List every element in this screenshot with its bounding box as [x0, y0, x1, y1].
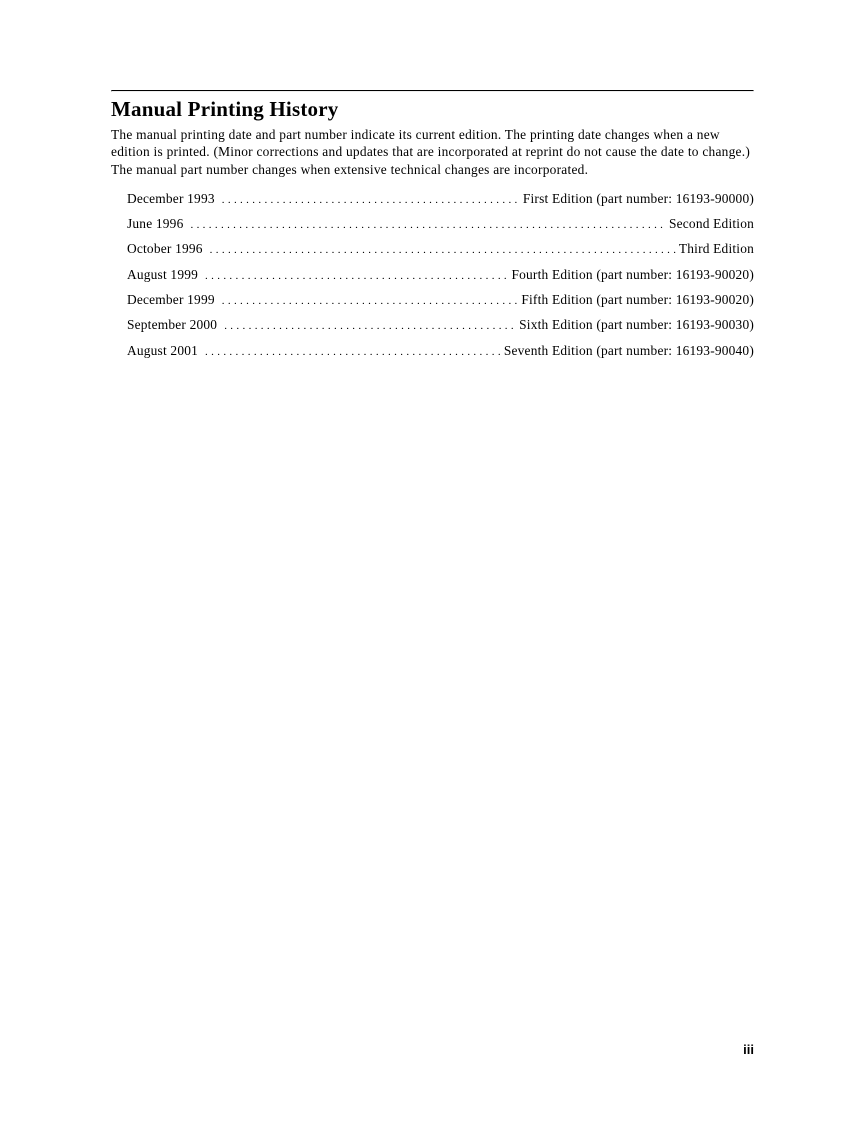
printing-history-list	[127, 186, 754, 363]
dot-leader	[222, 289, 519, 314]
history-date: August 1999	[127, 266, 199, 282]
section-title: Manual Printing History	[111, 97, 339, 121]
section-rule	[111, 90, 754, 92]
history-entry	[127, 262, 754, 287]
page-number: iii	[743, 1042, 754, 1057]
history-edition: Second Edition	[669, 216, 754, 232]
history-entry	[127, 312, 754, 337]
history-entry	[127, 338, 754, 363]
history-entry	[127, 211, 754, 236]
history-edition: Third Edition	[678, 241, 754, 257]
intro-paragraph: The manual printing date and part number indicate its current edition. The printing date changes when a new edition is printed. (Minor corrections and updates that are incorporated at reprint do not cause the date to change.) The manual part number changes when extensive technical changes are incorporated.	[111, 127, 751, 177]
history-date: June 1996	[127, 216, 184, 232]
history-entry	[127, 186, 754, 211]
dot-leader	[205, 340, 501, 365]
dot-leader	[224, 314, 516, 339]
history-entry	[127, 236, 754, 261]
history-edition: Fifth Edition (part number: 16193-90020)	[521, 292, 754, 308]
history-date: September 2000	[127, 317, 218, 333]
dot-leader	[190, 213, 666, 238]
history-entry	[127, 287, 754, 312]
history-date: August 2001	[127, 342, 199, 358]
dot-leader	[222, 188, 520, 213]
dot-leader	[205, 264, 508, 289]
history-edition: Sixth Edition (part number: 16193-90030)	[519, 317, 754, 333]
dot-leader	[210, 238, 676, 263]
history-edition: Seventh Edition (part number: 16193-90040)	[503, 342, 754, 358]
history-edition: Fourth Edition (part number: 16193-90020)	[511, 266, 754, 282]
history-edition: First Edition (part number: 16193-90000)	[522, 190, 754, 206]
history-date: December 1999	[127, 292, 215, 308]
history-date: December 1993	[127, 190, 215, 206]
document-page	[111, 90, 754, 363]
history-date: October 1996	[127, 241, 203, 257]
